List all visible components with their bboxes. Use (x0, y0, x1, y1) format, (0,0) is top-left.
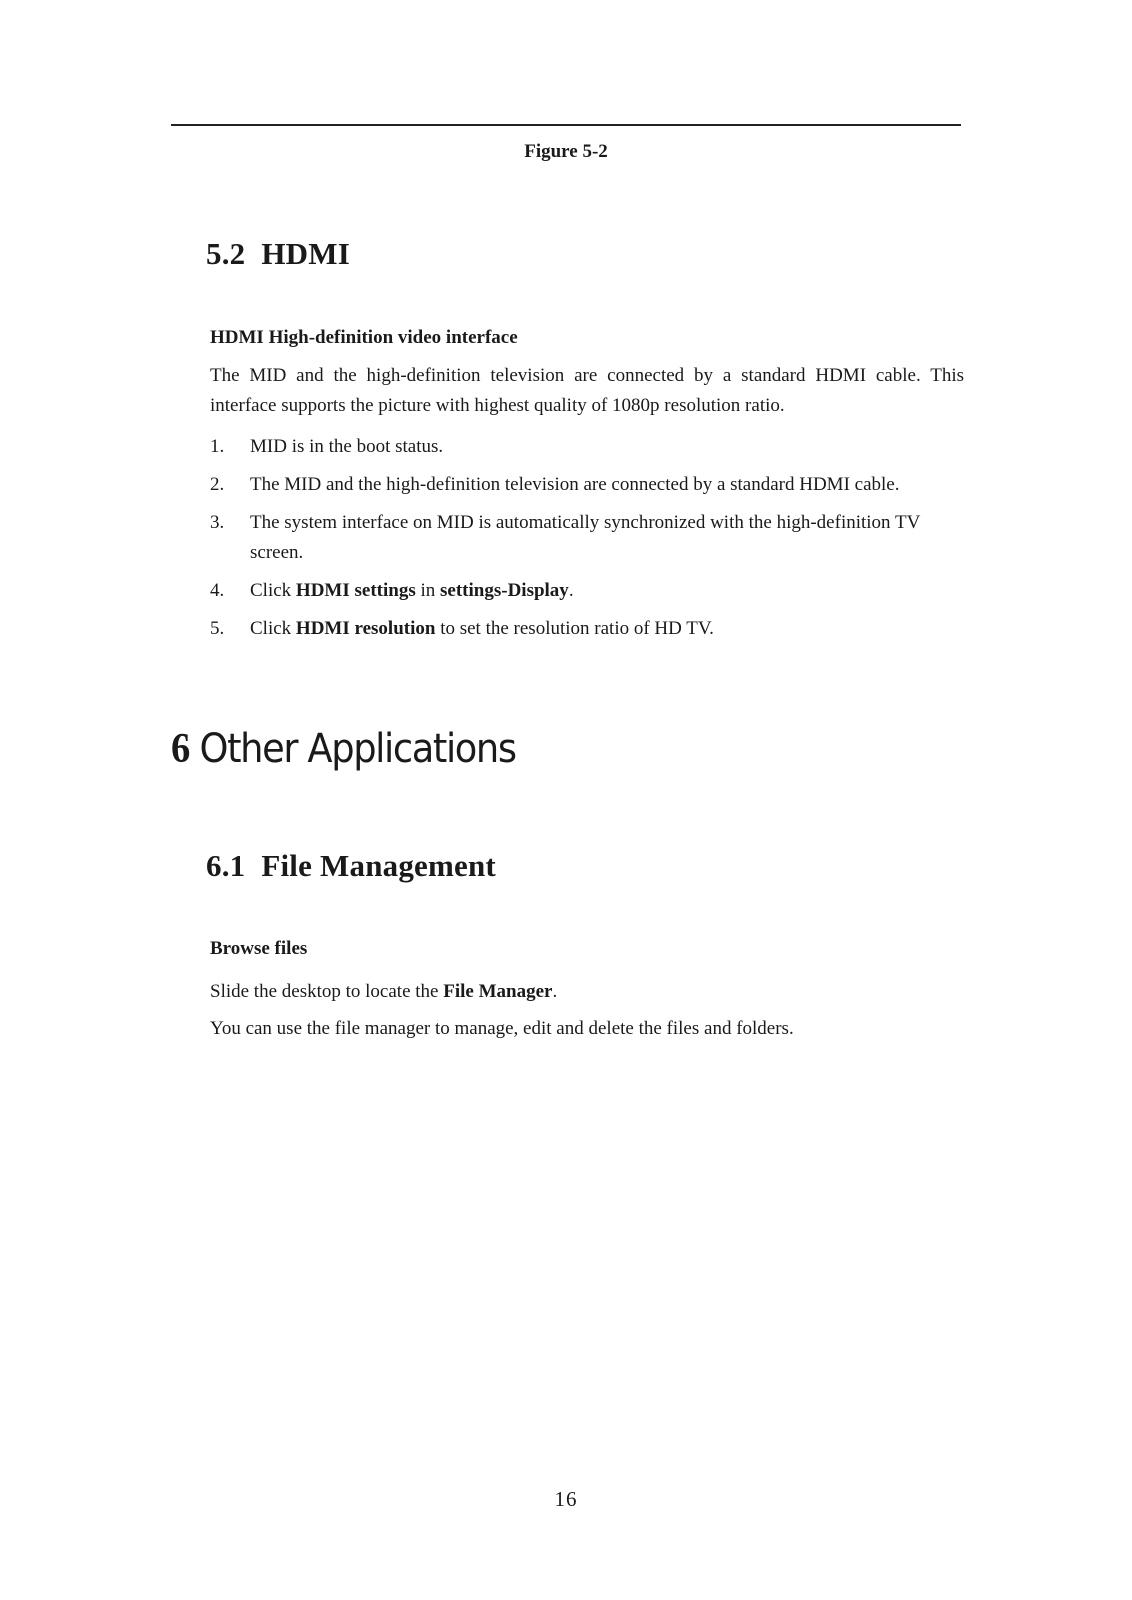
hdmi-settings-term: HDMI settings (295, 580, 416, 601)
file-manager-usage-paragraph: You can use the file manager to manage, edit and delete the files and folders. (210, 1018, 794, 1039)
step-number: 4. (210, 580, 225, 601)
settings-display-term: settings-Display (440, 580, 569, 601)
section-number: 6.1 (206, 848, 246, 883)
top-divider (171, 124, 961, 126)
file-manager-paragraph (210, 977, 964, 1007)
chapter-number: 6 (171, 726, 191, 772)
step-text-pre: Click (250, 580, 296, 601)
section-title: File Management (261, 848, 496, 883)
hdmi-steps-list (210, 432, 964, 652)
list-item (210, 470, 964, 500)
step-text-post: . (568, 580, 574, 601)
hdmi-paragraph: The MID and the high-definition television are connected by a standard HDMI cable. This interface supports the picture with highest quality of 1080p resolution ratio. (210, 365, 964, 416)
list-item (210, 508, 964, 568)
section-title: HDMI (261, 236, 350, 271)
step-text-pre: Click (250, 618, 296, 639)
step-text: MID is in the boot status. (250, 436, 444, 457)
figure-caption: Figure 5-2 (524, 141, 608, 162)
paragraph-text-post: . (552, 981, 558, 1002)
step-text-mid: in (415, 580, 441, 601)
step-number: 5. (210, 618, 225, 639)
step-text-post: to set the resolution ratio of HD TV. (435, 618, 714, 639)
section-heading-file-management (206, 848, 496, 884)
list-item (210, 576, 964, 606)
subheading-browse-files: Browse files (210, 938, 308, 959)
step-text: The MID and the high-definition television are connected by a standard HDMI cable. (250, 474, 900, 495)
step-text (250, 576, 964, 606)
hdmi-resolution-term: HDMI resolution (295, 618, 436, 639)
chapter-heading (171, 725, 516, 773)
file-manager-term: File Manager (443, 981, 553, 1002)
page-number: 16 (554, 1487, 578, 1511)
paragraph-text-pre: Slide the desktop to locate the (210, 981, 444, 1002)
step-number: 2. (210, 474, 225, 495)
step-text: The system interface on MID is automatically synchronized with the high-definition TV screen. (250, 512, 920, 563)
step-number: 3. (210, 512, 225, 533)
list-item (210, 614, 964, 644)
step-number: 1. (210, 436, 225, 457)
list-item (210, 432, 964, 462)
chapter-title: Other Applications (199, 726, 516, 772)
section-number: 5.2 (206, 236, 246, 271)
step-text (250, 614, 964, 644)
subheading-hdmi-interface: HDMI High-definition video interface (210, 327, 518, 348)
section-heading-hdmi (206, 236, 350, 272)
